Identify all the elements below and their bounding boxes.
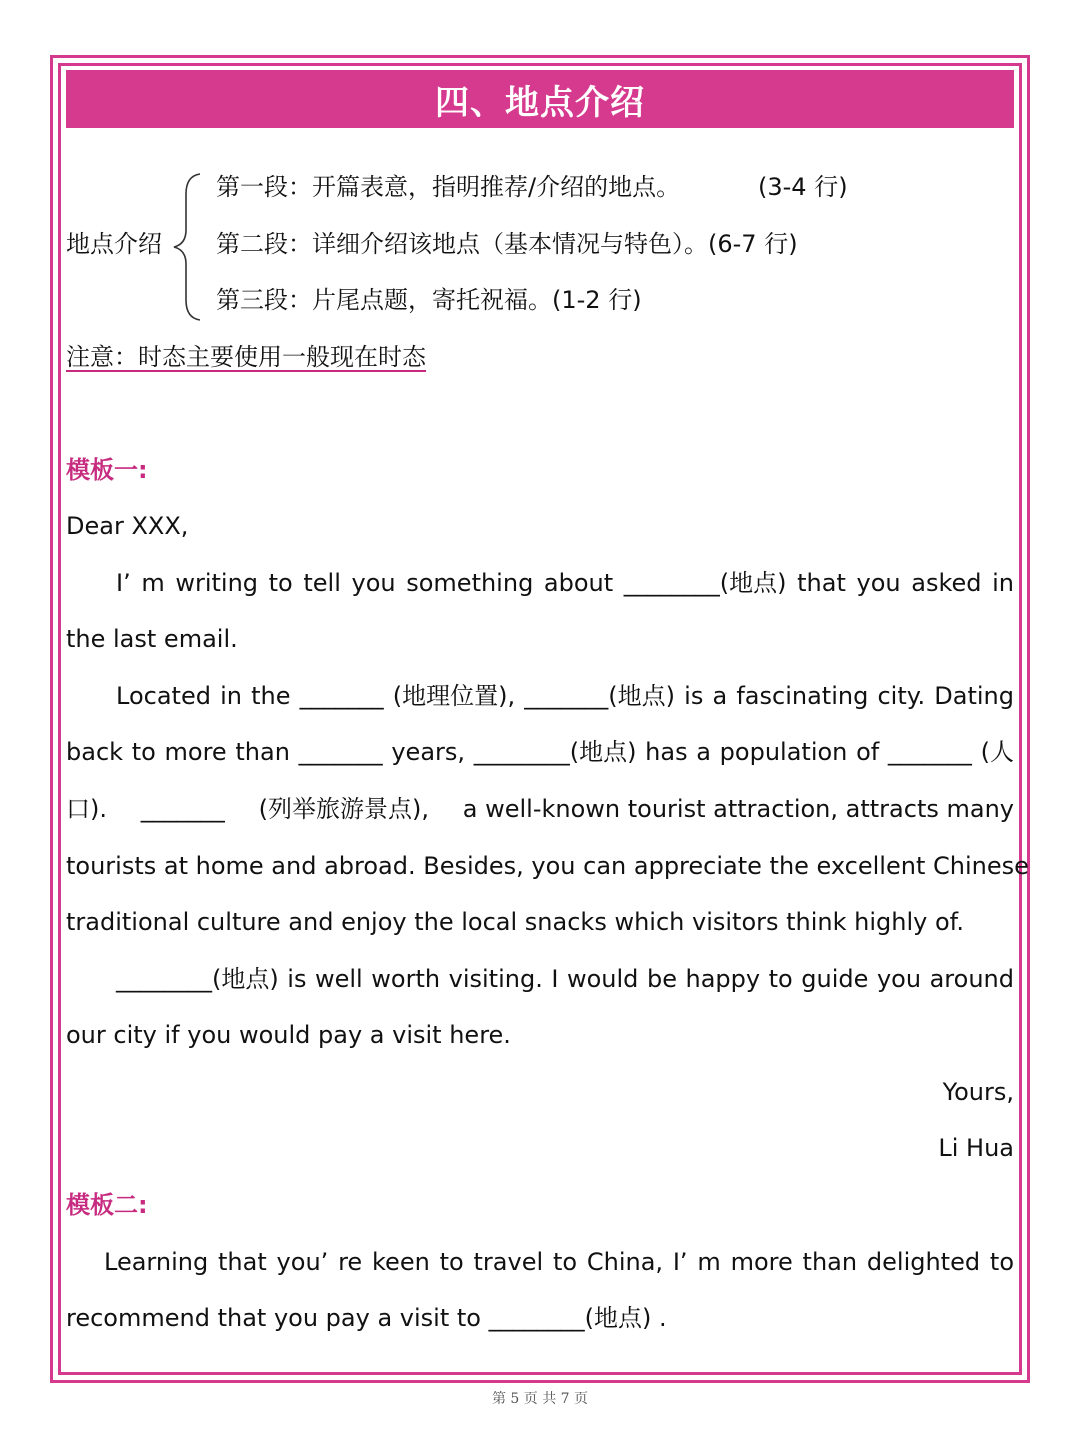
letter-line: our city if you would pay a visit here. [66,1021,511,1049]
letter-line: recommend that you pay a visit to ________(地点) . [66,1304,667,1332]
template-2-heading: 模板二: [66,1191,148,1219]
tense-note: 注意：时态主要使用一般现在时态 [66,343,426,371]
letter-line: traditional culture and enjoy the local snacks which visitors think highly of. [66,908,964,936]
letter-greeting: Dear XXX, [66,512,189,540]
page-number: 第 5 页 共 7 页 [491,1391,589,1407]
letter-closing: Yours, [942,1078,1014,1106]
outline-item-1: 第一段：开篇表意，指明推荐/介绍的地点。 [216,173,681,201]
letter-line: I’ m writing to tell you something about ________(地点) that you asked in [116,569,1014,597]
letter-line: the last email. [66,625,238,653]
letter-line: 口). _______ (列举旅游景点), a well-known tourist attraction, attracts many [66,795,1014,823]
letter-line: tourists at home and abroad. Besides, you can appreciate the excellent Chinese [66,852,1029,880]
curly-brace-icon [170,172,210,322]
letter-line: Learning that you’ re keen to travel to China, I’ m more than delighted to [104,1248,1014,1276]
template-1-heading: 模板一: [66,456,148,484]
section-title: 四、地点介绍 [66,70,1014,128]
outline-label: 地点介绍 [66,230,162,258]
outline-item-3: 第三段：片尾点题，寄托祝福。(1-2 行) [216,286,642,314]
letter-line: ________(地点) is well worth visiting. I would be happy to guide you around [116,965,1014,993]
letter-line: back to more than _______ years, ________(地点) has a population of _______ (人 [66,738,1014,766]
letter-line: Located in the _______ (地理位置), _______(地点) is a fascinating city. Dating [116,682,1014,710]
letter-signature: Li Hua [938,1134,1014,1162]
outline-item-2: 第二段：详细介绍该地点（基本情况与特色）。(6-7 行) [216,230,798,258]
outline-item-1-lines: (3-4 行) [758,173,848,201]
